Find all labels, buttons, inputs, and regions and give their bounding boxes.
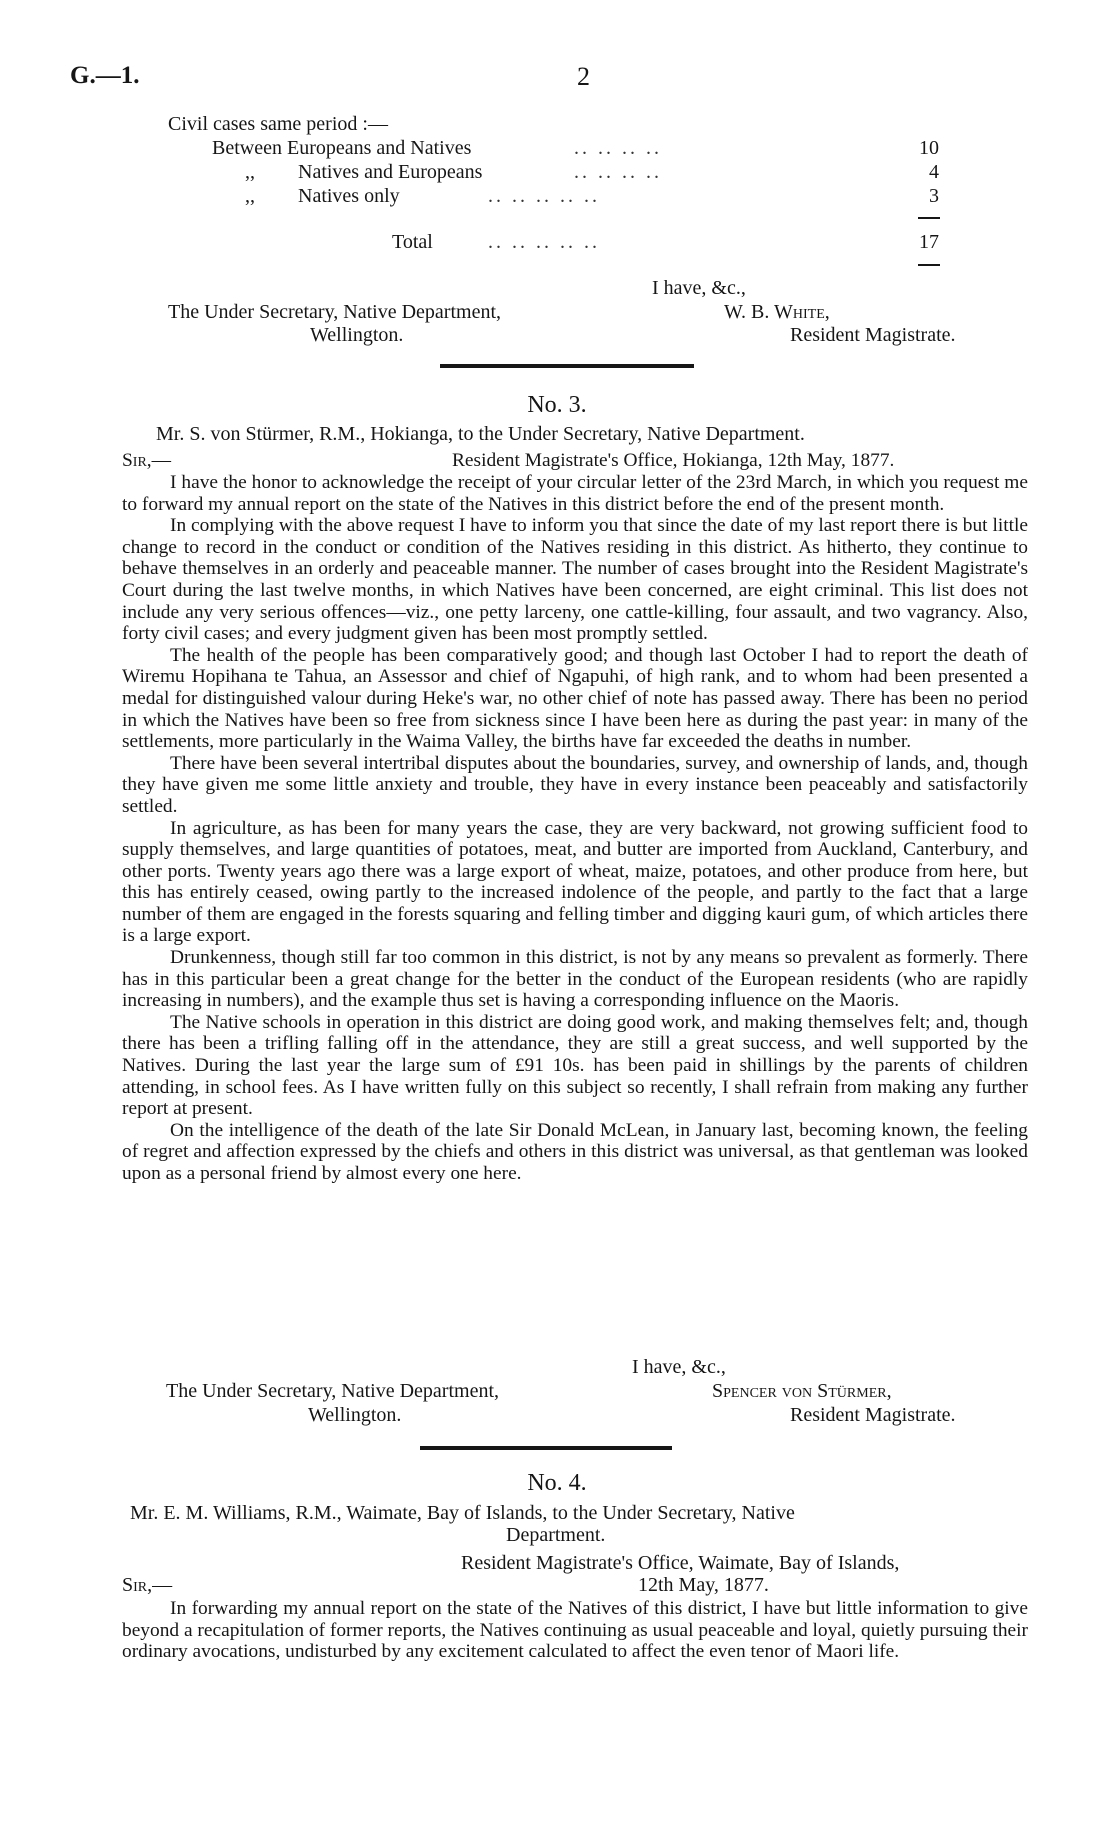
civil-row-leaders: .. .. .. .. — [574, 161, 662, 183]
total-rule-top — [918, 217, 940, 219]
civil-row-ditto: ,, — [245, 185, 255, 207]
civil-cases-heading: Civil cases same period :— — [168, 113, 388, 135]
letter-addressee: The Under Secretary, Native Department, — [168, 301, 501, 323]
section-divider — [420, 1446, 672, 1450]
paragraph: There have been several intertribal disputes about the boundaries, survey, and ownership of lands, and, though they have given me some little anxiety and trouble, they have in every instance been peaceably and satisfactorily settled. — [122, 752, 1028, 817]
total-rule-bottom — [918, 264, 940, 266]
paragraph: I have the honor to acknowledge the receipt of your circular letter of the 23rd March, in which you request me to forward my annual report on the state of the Natives in this district before the end of the present month. — [122, 472, 1028, 515]
letter-addressee-city: Wellington. — [308, 1404, 402, 1426]
civil-row-value: 10 — [919, 137, 939, 159]
document-reference: G.—1. — [70, 62, 140, 89]
total-label: Total — [392, 231, 433, 253]
section-heading-no3: No. 3. — [527, 392, 587, 418]
civil-row-ditto: ,, — [245, 161, 255, 183]
dateline-cont: 12th May, 1877. — [638, 1574, 769, 1596]
section-divider — [440, 364, 694, 368]
page-number: 2 — [577, 62, 590, 91]
letter-body-no4 — [122, 1598, 1028, 1663]
civil-row-value: 4 — [929, 161, 939, 183]
salutation: Sir,— — [122, 450, 172, 471]
letter-close-i-have: I have, &c., — [652, 277, 746, 299]
letter-signer: Spencer von Stürmer, — [712, 1380, 892, 1402]
letter-addressee: The Under Secretary, Native Department, — [166, 1380, 499, 1402]
paragraph: The health of the people has been comparatively good; and though last October I had to report the death of Wiremu Hopihana te Tahua, an Assessor and chief of Ngapuhi, of high rank, and to whom had been presented a medal for distinguished valour during Heke's war, no other chief of note has passed away. There has been no period in which the Natives have been so free from sickness since I have been here as during the past year: in many of the settlements, more particularly in the Waima Valley, the births have far exceeded the deaths in number. — [122, 644, 1028, 753]
letter-addressee-city: Wellington. — [310, 324, 404, 346]
letter-signer: W. B. White, — [724, 301, 830, 323]
section-subheading-no4-cont: Department. — [506, 1524, 606, 1546]
paragraph: In forwarding my annual report on the state of the Natives of this district, I have but little information to give beyond a recapitulation of former reports, the Natives continuing as usual peaceable and loyal, quietly pursuing their ordinary avocations, undisturbed by any excitement calculated to affect the even tenor of Maori life. — [122, 1598, 1028, 1663]
civil-row-leaders: .. .. .. .. .. — [488, 185, 600, 207]
letter-close-i-have: I have, &c., — [632, 1356, 726, 1378]
paragraph: On the intelligence of the death of the late Sir Donald McLean, in January last, becoming known, the feeling of regret and affection expressed by the chiefs and others in this district was universal, as that gentleman was looked upon as a personal friend by almost every one here. — [122, 1119, 1028, 1184]
section-heading-no4: No. 4. — [527, 1470, 587, 1496]
letter-signer-title: Resident Magistrate. — [790, 1404, 956, 1426]
salutation: Sir,— — [122, 1574, 173, 1596]
paragraph: The Native schools in operation in this district are doing good work, and making themselves felt; and, though there has been a trifling falling off in the attendance, they are still a great success, and well supported by the Natives. During the last year the large sum of £91 10s. has been paid in shillings by the parents of children attending, in school fees. As I have written fully on this subject so recently, I shall refrain from making any further report at present. — [122, 1011, 1028, 1120]
total-leaders: .. .. .. .. .. — [488, 231, 600, 253]
paragraph: In complying with the above request I have to inform you that since the date of my last report there is but little change to record in the conduct or condition of the Natives residing in this district. As hitherto, they continue to behave themselves in an orderly and peaceable manner. The number of cases brought into the Resident Magistrate's Court during the last twelve months, in which Natives have been concerned, are eight criminal. This list does not include any very serious offences—viz., one petty larceny, one cattle-killing, four assault, and two vagrancy. Also, forty civil cases; and every judgment given has been most promptly settled. — [122, 515, 1028, 645]
civil-row-label: Natives and Europeans — [298, 161, 483, 183]
civil-row-leaders: .. .. .. .. — [574, 137, 662, 159]
letter-body-no3 — [122, 472, 1028, 1185]
civil-row-value: 3 — [929, 185, 939, 207]
section-subheading-no3: Mr. S. von Stürmer, R.M., Hokianga, to the Under Secretary, Native Department. — [156, 423, 805, 445]
paragraph: Drunkenness, though still far too common in this district, is not by any means so prevalent as formerly. There has in this particular been a great change for the better in the conduct of the European residents (who are rapidly increasing in numbers), and the example thus set is having a corresponding influence on the Maoris. — [122, 947, 1028, 1012]
paragraph: In agriculture, as has been for many years the case, they are very backward, not growing sufficient food to supply themselves, and large quantities of potatoes, meat, and butter are imported from Auckland, Canterbury, and other ports. Twenty years ago there was a large export of wheat, maize, potatoes, and other produce from here, but this has entirely ceased, owing partly to the increased indolence of the people, and partly to the fact that a large number of them are engaged in the forests squaring and felling timber and digging kauri gum, of which articles there is a large export. — [122, 817, 1028, 947]
civil-row-label: Between Europeans and Natives — [212, 137, 472, 159]
total-value: 17 — [919, 231, 939, 253]
civil-row-label: Natives only — [298, 185, 400, 207]
section-subheading-no4: Mr. E. M. Williams, R.M., Waimate, Bay of Islands, to the Under Secretary, Native — [130, 1502, 795, 1524]
letter-signer-title: Resident Magistrate. — [790, 324, 956, 346]
dateline: Resident Magistrate's Office, Hokianga, 12th May, 1877. — [452, 450, 895, 471]
dateline: Resident Magistrate's Office, Waimate, Bay of Islands, — [461, 1552, 900, 1574]
